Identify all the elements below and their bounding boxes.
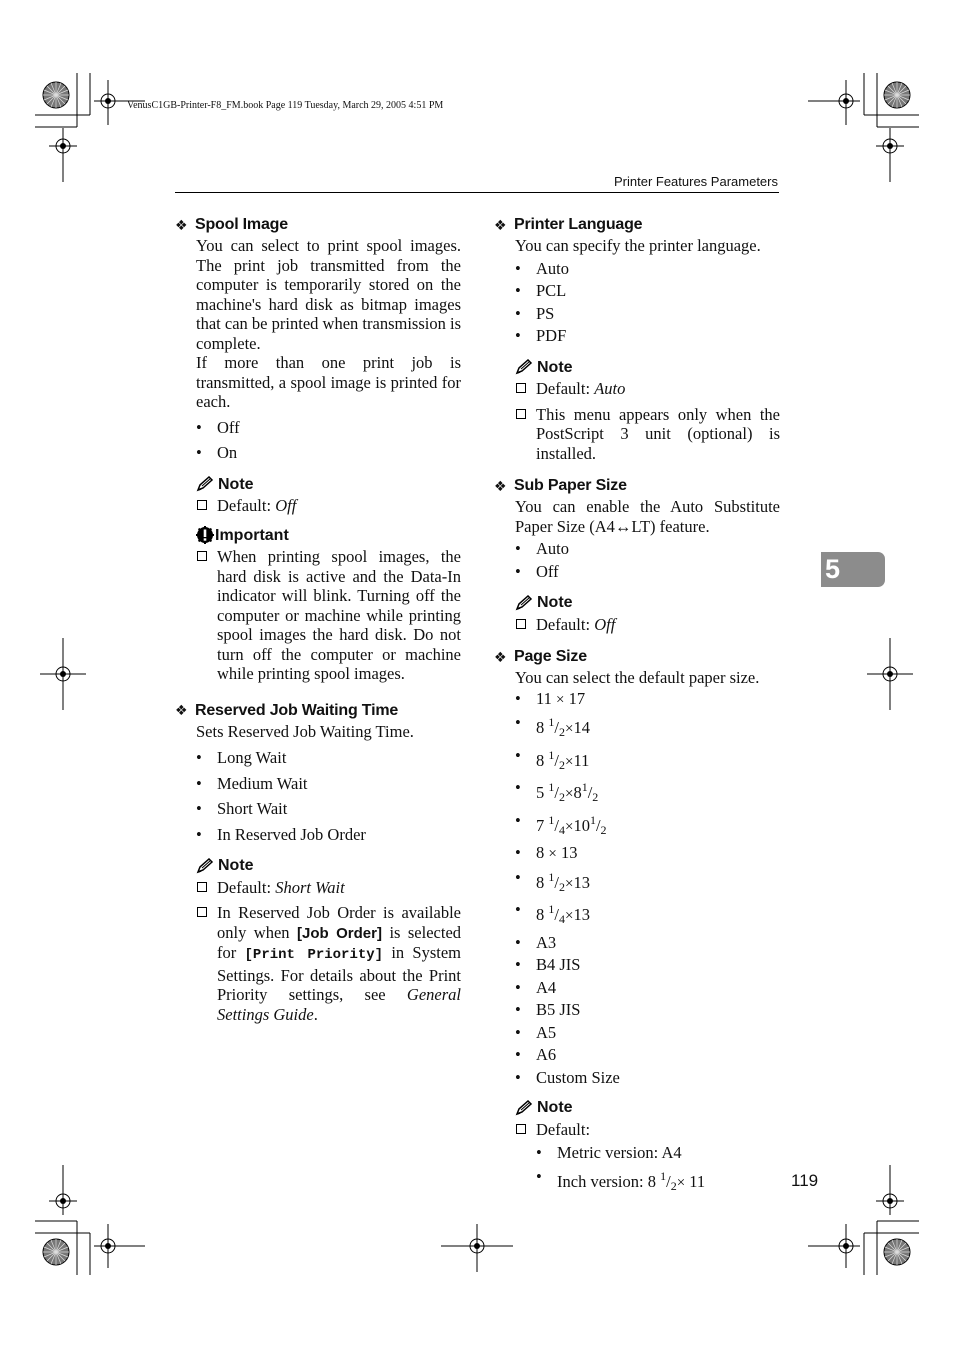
page-number: 119 [791, 1171, 819, 1190]
option-list [515, 539, 780, 581]
list-item: • B5 JIS [515, 1000, 780, 1020]
pencil-icon [196, 858, 216, 874]
list-item: • Off [515, 562, 780, 582]
diamond-icon: ❖ [494, 648, 507, 665]
list-item: • PCL [515, 281, 780, 301]
option-list [196, 418, 461, 463]
section-printer-language [494, 216, 780, 463]
chapter-tab [821, 552, 885, 587]
note-item: Default: • Metric version: A4 • Inch version: 8 $^1/_2\times 11$ [515, 1120, 780, 1197]
section-heading: ❖ Reserved Job Waiting Time [175, 701, 399, 719]
section-spool-image [175, 216, 461, 684]
note-heading: Note [515, 358, 780, 378]
important-heading: Important [196, 526, 461, 546]
list-item: • 8 $^1/_2\times 11$ [515, 746, 780, 776]
header-rule [175, 192, 779, 193]
note-heading: Note [515, 593, 780, 613]
section-sub-paper-size [494, 477, 780, 634]
important-item: When printing spool images, the hard disk is active and the Data-In indicator will blink. Turning off the computer or machine while printing spool images the hard disk. Do not turn off the computer or machine while printing spool images. [196, 547, 461, 684]
paragraph: If more than one print job is transmitted, a spool image is printed for each. [196, 353, 461, 411]
paragraph: You can enable the Auto Substitute Paper Size (A4↔LT) feature. [515, 497, 780, 536]
note-item: In Reserved Job Order is available only when [Job Order] is selected for [Print Priority] in System Settings. For details about the Print Priority settings, see General Settings Guide. [196, 903, 461, 1024]
note-item: Default: Short Wait [196, 878, 461, 898]
running-head: Printer Features Parameters [613, 174, 778, 189]
list-item: • B4 JIS [515, 955, 780, 975]
list-item: • A5 [515, 1023, 780, 1043]
list-item: • 8 $^1/_2\times 13$ [515, 868, 780, 898]
note-item: Default: Off [515, 615, 780, 635]
list-item: • Long Wait [196, 748, 461, 768]
default-sublist [536, 1143, 780, 1196]
section-heading: ❖ Printer Language [494, 216, 643, 233]
list-item: • Auto [515, 259, 780, 279]
diamond-icon: ❖ [175, 702, 188, 718]
note-heading: Note [196, 475, 461, 495]
section-page-size [494, 648, 780, 1196]
list-item: • PDF [515, 326, 780, 346]
paragraph: You can select the default paper size. [515, 668, 760, 687]
section-heading: ❖ Spool Image [175, 216, 288, 233]
list-item: • On [196, 443, 461, 463]
print-info-line: VenusC1GB-Printer-F8_FM.book Page 119 Tuesday, March 29, 2005 4:51 PM [127, 100, 444, 111]
pencil-icon [515, 359, 535, 375]
diamond-icon: ❖ [494, 216, 507, 233]
list-item: • A3 [515, 933, 780, 953]
right-column [494, 216, 780, 1210]
section-reserved-job-waiting-time [175, 702, 461, 1025]
list-item: • 5 $^1/_2\times 8^1/_2$ [515, 778, 780, 808]
paragraph: Sets Reserved Job Waiting Time. [196, 721, 414, 741]
list-item: • Inch version: 8 $^1/_2\times 11$ [536, 1167, 780, 1197]
option-list [196, 748, 461, 844]
list-item: • Metric version: A4 [536, 1143, 780, 1163]
list-item: • Medium Wait [196, 774, 461, 794]
list-item: • A4 [515, 978, 780, 998]
pencil-icon [515, 1100, 535, 1116]
list-item: • 7 $^1/_4\times 10^1/_2$ [515, 811, 780, 841]
note-item: Default: Off [196, 496, 461, 516]
paragraph: You can specify the printer language. [515, 236, 761, 255]
list-item: • PS [515, 304, 780, 324]
diamond-icon: ❖ [175, 216, 188, 233]
note-heading: Note [515, 1098, 780, 1118]
list-item: • 8 $^1/_4\times 13$ [515, 900, 780, 930]
list-item: • In Reserved Job Order [196, 825, 461, 845]
list-item: • A6 [515, 1045, 780, 1065]
note-item: Default: Auto [515, 379, 780, 399]
note-heading: Note [196, 856, 461, 876]
diamond-icon: ❖ [494, 477, 507, 494]
list-item: • 8 × 13 [515, 843, 780, 865]
list-item: • Auto [515, 539, 780, 559]
pencil-icon [196, 476, 216, 492]
size-list [515, 689, 780, 1088]
list-item: • 11 × 17 [515, 689, 780, 711]
list-item: • 8 $^1/_2\times 14$ [515, 713, 780, 743]
paragraph: You can select to print spool images. The print job transmitted from the computer is temporarily stored on the machine's hard disk as bitmap images that can be printed when transmission is complete. [196, 236, 461, 353]
important-icon [196, 526, 214, 544]
list-item: • Custom Size [515, 1068, 780, 1088]
list-item: • Short Wait [196, 799, 461, 819]
note-item: This menu appears only when the PostScript 3 unit (optional) is installed. [515, 405, 780, 464]
key-label: [Job Order] [296, 924, 382, 942]
section-heading: ❖ Sub Paper Size [494, 477, 627, 494]
chapter-number: 5 [825, 554, 841, 584]
list-item: • Off [196, 418, 461, 438]
key-label: [Print Priority] [244, 947, 384, 963]
option-list [515, 259, 780, 346]
pencil-icon [515, 595, 535, 611]
left-column [175, 216, 461, 1038]
section-heading: ❖ Page Size [494, 648, 587, 665]
